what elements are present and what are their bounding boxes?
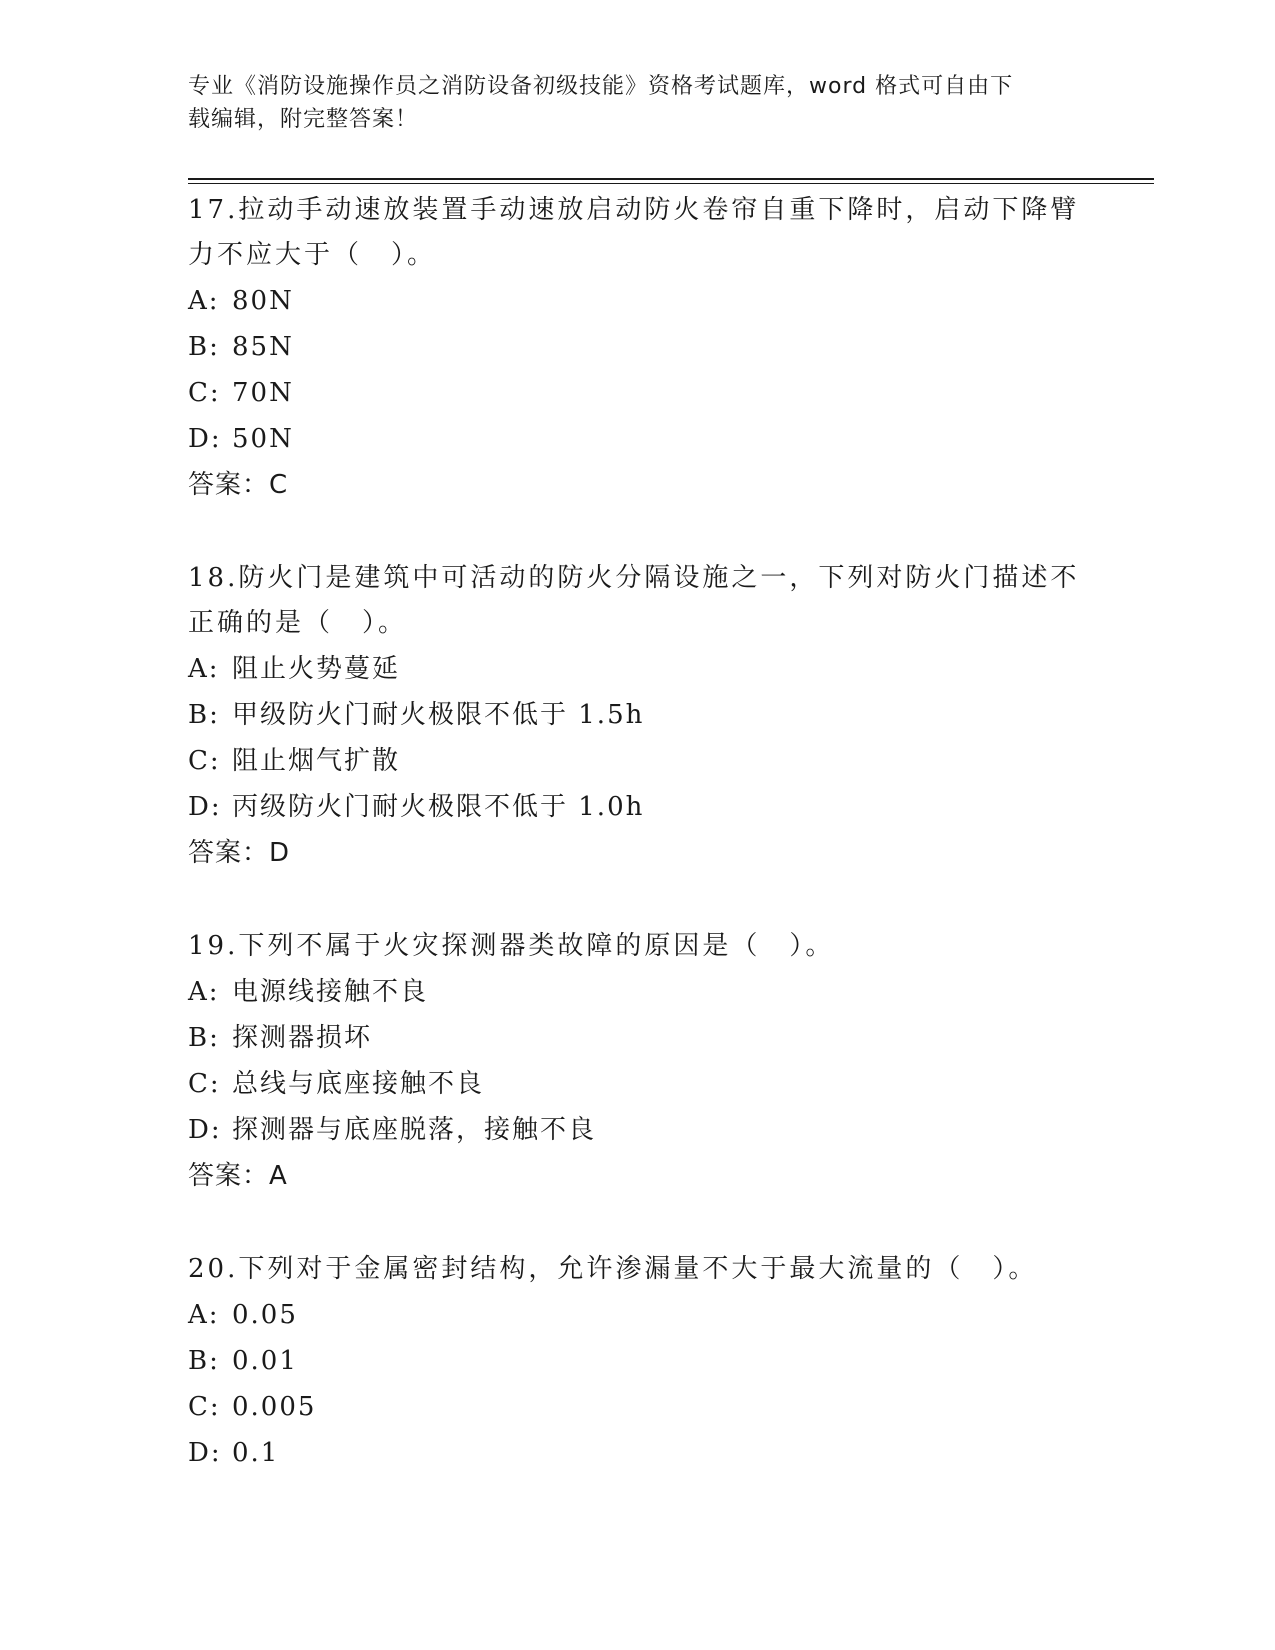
document-header (188, 70, 1068, 136)
option-key: A: (188, 286, 220, 316)
option-text: 电源线接触不良 (232, 977, 429, 1007)
option-text: 总线与底座接触不良 (232, 1069, 485, 1099)
option-text: 80N (232, 286, 294, 316)
option-text: 探测器损坏 (232, 1023, 373, 1053)
option-text: 探测器与底座脱落，接触不良 (232, 1115, 597, 1145)
option-c (188, 370, 1088, 416)
option-key: C: (188, 1069, 221, 1099)
question-18 (188, 556, 1088, 876)
question-20 (188, 1247, 1088, 1476)
option-key: C: (188, 378, 221, 408)
option-key: D: (188, 424, 222, 454)
option-d (188, 1430, 1088, 1476)
question-19 (188, 924, 1088, 1199)
option-key: B: (188, 1023, 220, 1053)
option-text: 丙级防火门耐火极限不低于 1.0h (232, 792, 645, 822)
option-text: 0.01 (232, 1346, 298, 1376)
option-text: 阻止火势蔓延 (232, 654, 401, 684)
header-rule-thin (188, 183, 1154, 184)
option-b (188, 1015, 1088, 1061)
answer-line: 答案：D (188, 838, 291, 868)
option-a (188, 969, 1088, 1015)
option-c (188, 738, 1088, 784)
question-stem-line: 正确的是（ ）。 (188, 608, 408, 638)
option-text: 阻止烟气扩散 (232, 746, 401, 776)
option-text: 甲级防火门耐火极限不低于 1.5h (232, 700, 645, 730)
option-a (188, 1292, 1088, 1338)
option-key: A: (188, 977, 220, 1007)
option-a (188, 646, 1088, 692)
option-key: B: (188, 332, 220, 362)
option-d (188, 784, 1088, 830)
header-line-1: 专业《消防设施操作员之消防设备初级技能》资格考试题库，word 格式可自由下 (188, 74, 1014, 99)
option-a (188, 278, 1088, 324)
option-key: B: (188, 700, 220, 730)
answer-line: 答案：C (188, 470, 289, 500)
option-text: 0.05 (232, 1300, 298, 1330)
question-list (188, 188, 1088, 1524)
option-key: D: (188, 1438, 222, 1468)
option-b (188, 324, 1088, 370)
question-stem-line: 19.下列不属于火灾探测器类故障的原因是（ ）。 (188, 931, 835, 961)
option-key: B: (188, 1346, 220, 1376)
question-stem-line: 18.防火门是建筑中可活动的防火分隔设施之一，下列对防火门描述不 (188, 563, 1080, 593)
option-b (188, 1338, 1088, 1384)
header-line-2: 载编辑，附完整答案！ (188, 107, 419, 132)
option-key: C: (188, 1392, 221, 1422)
option-key: D: (188, 1115, 222, 1145)
answer-line: 答案：A (188, 1161, 288, 1191)
option-b (188, 692, 1088, 738)
question-stem-line: 力不应大于（ ）。 (188, 240, 437, 270)
option-key: C: (188, 746, 221, 776)
question-17 (188, 188, 1088, 508)
option-key: A: (188, 654, 220, 684)
option-text: 85N (232, 332, 294, 362)
question-stem-line: 17.拉动手动速放装置手动速放启动防火卷帘自重下降时，启动下降臂 (188, 195, 1080, 225)
option-text: 0.005 (232, 1392, 317, 1422)
option-text: 70N (232, 378, 294, 408)
option-d (188, 416, 1088, 462)
header-rule-thick (188, 178, 1154, 180)
option-text: 0.1 (232, 1438, 280, 1468)
option-c (188, 1384, 1088, 1430)
option-text: 50N (232, 424, 294, 454)
option-key: D: (188, 792, 222, 822)
option-c (188, 1061, 1088, 1107)
option-key: A: (188, 1300, 220, 1330)
question-stem-line: 20.下列对于金属密封结构，允许渗漏量不大于最大流量的（ ）。 (188, 1254, 1038, 1284)
option-d (188, 1107, 1088, 1153)
